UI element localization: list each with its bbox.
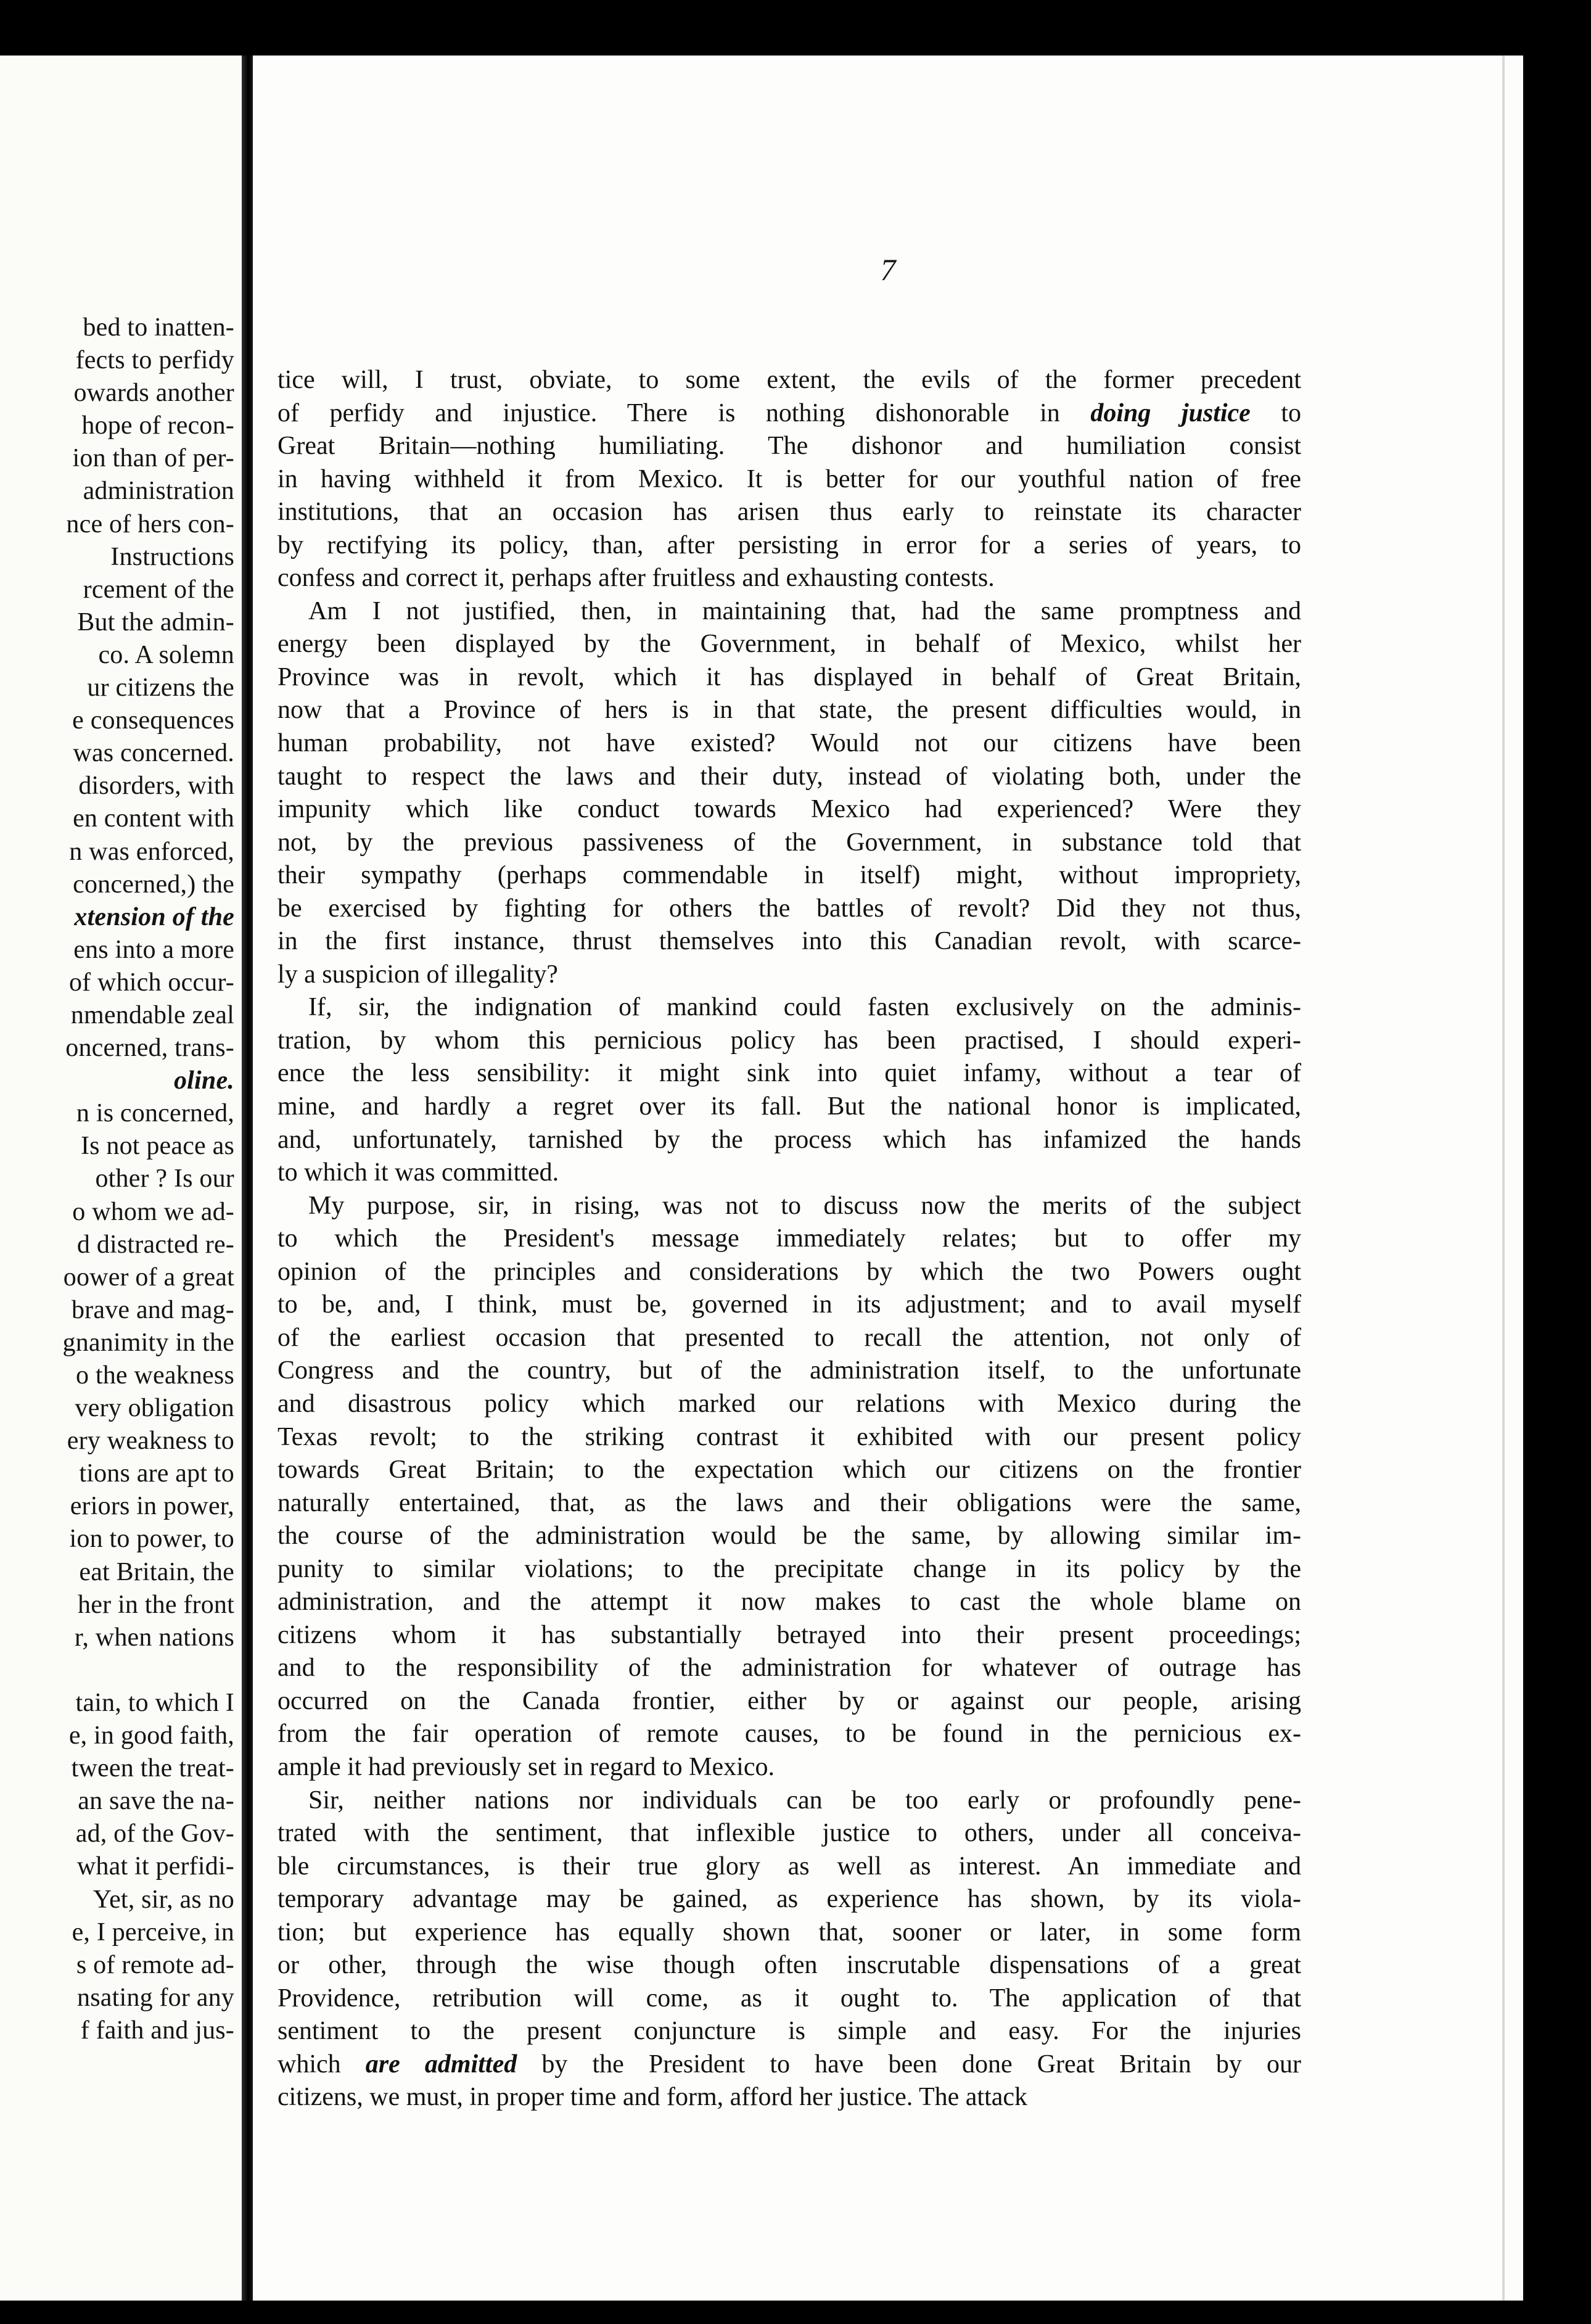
previous-page-line: tions are apt to (79, 1459, 234, 1488)
previous-page-line: ur citizens the (87, 674, 234, 703)
previous-page-line: xtension of the (74, 902, 234, 931)
text-line: not, by the previous passiveness of the Government, in substance told that (278, 828, 1301, 857)
text-line: tration, by whom this pernicious policy has been practised, I should experi- (278, 1026, 1301, 1055)
body-text (278, 364, 1301, 2114)
text-line: My purpose, sir, in rising, was not to discuss now the merits of the subject (308, 1191, 1301, 1220)
previous-page-line: owards another (73, 379, 234, 408)
text-line: Am I not justified, then, in maintaining that, had the same promptness and (308, 596, 1301, 625)
italic-phrase: are admitted (365, 2050, 517, 2079)
text-line: tion; but experience has equally shown that, sooner or later, in some form (278, 1918, 1301, 1947)
text-line: to be, and, I think, must be, governed in its adjustment; and to avail myself (278, 1290, 1301, 1319)
previous-page-line: s of remote ad- (76, 1950, 234, 1979)
text-line: naturally entertained, that, as the laws and their obligations were the same, (278, 1488, 1301, 1517)
text-line: Province was in revolt, which it has displayed in behalf of Great Britain, (278, 662, 1301, 691)
previous-page-line: e consequences (72, 706, 234, 735)
previous-page-line: her in the front (78, 1590, 234, 1619)
text-line: Great Britain—nothing humiliating. The dishonor and humiliation consist (278, 432, 1301, 461)
text-line: be exercised by fighting for others the battles of revolt? Did they not thus, (278, 894, 1301, 923)
previous-page-line: of which occur- (68, 968, 234, 997)
previous-page-line: o whom we ad- (72, 1197, 234, 1226)
text-line: from the fair operation of remote causes, to be found in the pernicious ex- (278, 1720, 1301, 1749)
previous-page (0, 56, 242, 2301)
previous-page-line: Yet, sir, as no (92, 1885, 234, 1914)
previous-page-line: eat Britain, the (79, 1557, 234, 1586)
previous-page-line: o the weakness (75, 1361, 234, 1390)
previous-page-line: nmendable zeal (70, 1000, 234, 1029)
text-line: tice will, I trust, obviate, to some extent, the evils of the former precedent (278, 366, 1301, 394)
italic-phrase: doing justice (1090, 398, 1251, 427)
previous-page-line: disorders, with (78, 772, 234, 801)
text-line: citizens, we must, in proper time and form, afford her justice. The attack (278, 2083, 1028, 2112)
previous-page-line: Is not peace as (80, 1132, 234, 1161)
text-line: to which the President's message immediately relates; but to offer my (278, 1224, 1301, 1253)
text-line: opinion of the principles and considerations by which the two Powers ought (278, 1257, 1301, 1286)
previous-page-line: eriors in power, (70, 1492, 234, 1521)
text-line: to which it was committed. (278, 1158, 559, 1187)
previous-page-line: bed to inatten- (83, 313, 234, 342)
text-line: If, sir, the indignation of mankind could fasten exclusively on the adminis- (308, 993, 1301, 1022)
page-number: 7 (880, 252, 896, 287)
previous-page-line: f faith and jus- (80, 2016, 234, 2045)
previous-page-line: was concerned. (73, 739, 234, 768)
text-line: administration, and the attempt it now makes to cast the whole blame on (278, 1588, 1301, 1617)
text-line: citizens whom it has substantially betrayed into their present proceedings; (278, 1620, 1301, 1649)
text-line: their sympathy (perhaps commendable in itself) might, without impropriety, (278, 861, 1301, 890)
previous-page-line: fects to perfidy (75, 346, 234, 375)
text-line: towards Great Britain; to the expectation which our citizens on the frontier (278, 1456, 1301, 1485)
previous-page-line: en content with (73, 804, 234, 833)
text-line: which are admitted by the President to have been done Great Britain by our (278, 2050, 1301, 2079)
previous-page-line: e, in good faith, (68, 1721, 234, 1750)
previous-page-line: ion than of per- (72, 444, 234, 473)
previous-page-line: rcement of the (83, 575, 234, 604)
previous-page-line: brave and mag- (71, 1295, 234, 1324)
text-line: human probability, not have existed? Would not our citizens have been (278, 729, 1301, 758)
previous-page-line: administration (83, 477, 234, 506)
previous-page-line: very obligation (75, 1394, 234, 1423)
text-line: in having withheld it from Mexico. It is better for our youthful nation of free (278, 464, 1301, 493)
text-line: taught to respect the laws and their duty, instead of violating both, under the (278, 762, 1301, 791)
text-line: in the first instance, thrust themselves into this Canadian revolt, with scarce- (278, 927, 1301, 956)
previous-page-line: gnanimity in the (62, 1328, 234, 1357)
previous-page-line: e, I perceive, in (72, 1918, 234, 1947)
text-line: and to the responsibility of the administration for whatever of outrage has (278, 1654, 1301, 1683)
previous-page-line: r, when nations (74, 1623, 234, 1652)
previous-page-line: d distracted re- (76, 1230, 234, 1259)
previous-page-line: what it perfidi- (76, 1852, 234, 1881)
previous-page-line: n was enforced, (69, 837, 234, 866)
previous-page-line: ion to power, to (69, 1525, 234, 1554)
text-line: ence the less sensibility: it might sink into quiet infamy, without a tear of (278, 1059, 1301, 1088)
previous-page-line: tain, to which I (75, 1688, 234, 1717)
previous-page-line: oline. (173, 1066, 234, 1095)
scan-border (1523, 56, 1591, 2301)
text-line: of the earliest occasion that presented to recall the attention, not only of (278, 1323, 1301, 1352)
text-line: now that a Province of hers is in that state, the present difficulties would, in (278, 696, 1301, 725)
previous-page-text (0, 311, 234, 2047)
previous-page-line: ery weakness to (67, 1427, 234, 1456)
text-line: occurred on the Canada frontier, either by or against our people, arising (278, 1686, 1301, 1715)
text-line: ly a suspicion of illegality? (278, 960, 558, 989)
previous-page-line: tween the treat- (71, 1754, 234, 1783)
previous-page-line: co. A solemn (98, 640, 234, 669)
text-line: impunity which like conduct towards Mexico had experienced? Were they (278, 795, 1301, 824)
text-line: and, unfortunately, tarnished by the process which has infamized the hands (278, 1125, 1301, 1154)
text-line: of perfidy and injustice. There is nothing dishonorable in doing justice to (278, 398, 1301, 427)
previous-page-line: an save the na- (78, 1787, 234, 1816)
text-line: ample it had previously set in regard to Mexico. (278, 1752, 775, 1781)
previous-page-line: Instructions (110, 542, 234, 571)
previous-page-line: hope of recon- (81, 411, 234, 440)
text-line: mine, and hardly a regret over its fall. But the national honor is implicated, (278, 1092, 1301, 1121)
current-page (253, 56, 1523, 2301)
text-line: Providence, retribution will come, as it ought to. The application of that (278, 1984, 1301, 2013)
text-line: sentiment to the present conjuncture is simple and easy. For the injuries (278, 2017, 1301, 2046)
previous-page-line: n is concerned, (76, 1099, 234, 1128)
text-line: institutions, that an occasion has arisen thus early to reinstate its character (278, 498, 1301, 527)
text-line: energy been displayed by the Government, in behalf of Mexico, whilst her (278, 630, 1301, 659)
previous-page-line: oower of a great (63, 1263, 234, 1292)
previous-page-line: nsating for any (77, 1983, 234, 2012)
text-line: Sir, neither nations nor individuals can be too early or profoundly pene- (308, 1786, 1301, 1815)
text-line: the course of the administration would be the same, by allowing similar im- (278, 1522, 1301, 1551)
text-line: ble circumstances, is their true glory as well as interest. An immediate and (278, 1852, 1301, 1881)
previous-page-line: other ? Is our (95, 1164, 234, 1193)
text-line: or other, through the wise though often inscrutable dispensations of a great (278, 1951, 1301, 1980)
previous-page-line (0, 1654, 234, 1687)
page-edge (1502, 56, 1505, 2301)
text-line: Congress and the country, but of the administration itself, to the unfortunate (278, 1356, 1301, 1385)
previous-page-line: But the admin- (77, 608, 234, 637)
text-line: confess and correct it, perhaps after fruitless and exhausting contests. (278, 564, 995, 593)
text-line: punity to similar violations; to the precipitate change in its policy by the (278, 1554, 1301, 1583)
text-line: trated with the sentiment, that inflexible justice to others, under all conceiva- (278, 1819, 1301, 1848)
previous-page-line: ens into a more (73, 935, 234, 964)
text-line: temporary advantage may be gained, as experience has shown, by its viola- (278, 1885, 1301, 1914)
text-line: and disastrous policy which marked our relations with Mexico during the (278, 1389, 1301, 1418)
text-line: Texas revolt; to the striking contrast it exhibited with our present policy (278, 1422, 1301, 1451)
previous-page-line: oncerned, trans- (65, 1034, 234, 1063)
text-line: by rectifying its policy, than, after persisting in error for a series of years, to (278, 530, 1301, 559)
previous-page-line: ad, of the Gov- (75, 1819, 234, 1848)
page-gutter (242, 56, 253, 2301)
previous-page-line: nce of hers con- (66, 509, 234, 538)
previous-page-line: concerned,) the (73, 870, 234, 899)
